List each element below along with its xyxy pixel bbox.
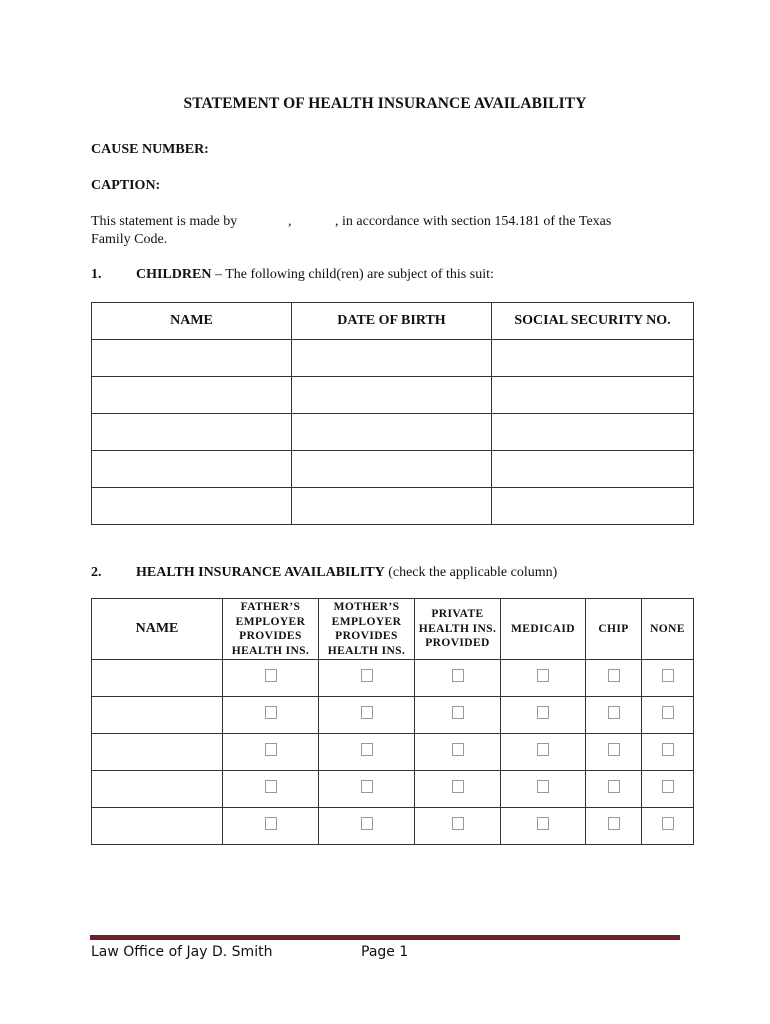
chip-cell [586, 771, 642, 808]
caption-label: CAPTION: [91, 178, 161, 193]
statement-comma: , [288, 214, 292, 229]
child-name-cell[interactable] [92, 340, 292, 377]
insurance-table [91, 598, 694, 845]
none-checkbox[interactable] [662, 706, 674, 719]
private-insurance-cell [415, 771, 501, 808]
mother-employer-checkbox[interactable] [361, 780, 373, 793]
mother-employer-checkbox[interactable] [361, 669, 373, 682]
statement-line-2: Family Code. [91, 232, 168, 247]
section-1-title: CHILDREN [136, 267, 212, 282]
chip-cell [586, 808, 642, 845]
ins-name-cell[interactable] [92, 771, 223, 808]
child-ssn-cell[interactable] [492, 414, 694, 451]
ins-col-chip-header: CHIP [586, 599, 642, 660]
father-employer-cell [223, 660, 319, 697]
col-dob-header: DATE OF BIRTH [292, 303, 492, 340]
none-checkbox[interactable] [662, 817, 674, 830]
private-insurance-cell [415, 660, 501, 697]
section-2-text: (check the applicable column) [384, 565, 558, 580]
mother-employer-checkbox[interactable] [361, 743, 373, 756]
none-checkbox[interactable] [662, 743, 674, 756]
medicaid-cell [501, 697, 586, 734]
chip-cell [586, 697, 642, 734]
statement-suffix: , in accordance with section 154.181 of the Texas [335, 214, 612, 229]
children-table [91, 302, 694, 525]
medicaid-cell [501, 771, 586, 808]
children-table-header [92, 303, 694, 340]
mother-employer-cell [319, 697, 415, 734]
private-insurance-checkbox[interactable] [452, 669, 464, 682]
child-ssn-cell[interactable] [492, 451, 694, 488]
none-checkbox[interactable] [662, 780, 674, 793]
mother-employer-checkbox[interactable] [361, 706, 373, 719]
none-cell [642, 808, 694, 845]
medicaid-cell [501, 734, 586, 771]
insurance-table-row [92, 808, 694, 845]
medicaid-checkbox[interactable] [537, 780, 549, 793]
child-dob-cell[interactable] [292, 451, 492, 488]
chip-checkbox[interactable] [608, 743, 620, 756]
mother-employer-checkbox[interactable] [361, 817, 373, 830]
father-employer-cell [223, 771, 319, 808]
chip-checkbox[interactable] [608, 780, 620, 793]
insurance-table-row [92, 660, 694, 697]
ins-name-cell[interactable] [92, 808, 223, 845]
chip-cell [586, 734, 642, 771]
mother-employer-cell [319, 808, 415, 845]
mother-employer-cell [319, 734, 415, 771]
medicaid-cell [501, 660, 586, 697]
children-table-row [92, 340, 694, 377]
chip-cell [586, 660, 642, 697]
section-1-number: 1. [91, 267, 102, 282]
children-table-row [92, 377, 694, 414]
private-insurance-cell [415, 734, 501, 771]
ins-col-name-header: NAME [92, 599, 223, 660]
father-employer-checkbox[interactable] [265, 669, 277, 682]
child-dob-cell[interactable] [292, 340, 492, 377]
none-cell [642, 771, 694, 808]
child-name-cell[interactable] [92, 377, 292, 414]
medicaid-checkbox[interactable] [537, 743, 549, 756]
child-ssn-cell[interactable] [492, 340, 694, 377]
mother-employer-cell [319, 660, 415, 697]
insurance-table-header [92, 599, 694, 660]
ins-col-private-header: PRIVATE HEALTH INS. PROVIDED [415, 599, 501, 660]
ins-name-cell[interactable] [92, 660, 223, 697]
chip-checkbox[interactable] [608, 817, 620, 830]
insurance-table-row [92, 697, 694, 734]
child-name-cell[interactable] [92, 414, 292, 451]
none-cell [642, 697, 694, 734]
private-insurance-checkbox[interactable] [452, 743, 464, 756]
child-name-cell[interactable] [92, 488, 292, 525]
children-table-row [92, 488, 694, 525]
col-ssn-header: SOCIAL SECURITY NO. [492, 303, 694, 340]
insurance-table-row [92, 734, 694, 771]
section-2-number: 2. [91, 565, 102, 580]
father-employer-checkbox[interactable] [265, 743, 277, 756]
section-1-text: – The following child(ren) are subject of this suit: [211, 267, 494, 282]
child-dob-cell[interactable] [292, 414, 492, 451]
child-ssn-cell[interactable] [492, 488, 694, 525]
ins-col-father-header: FATHER’S EMPLOYER PROVIDES HEALTH INS. [223, 599, 319, 660]
father-employer-checkbox[interactable] [265, 817, 277, 830]
father-employer-cell [223, 697, 319, 734]
ins-col-none-header: NONE [642, 599, 694, 660]
document-title: STATEMENT OF HEALTH INSURANCE AVAILABILITY [183, 95, 587, 112]
medicaid-checkbox[interactable] [537, 669, 549, 682]
father-employer-checkbox[interactable] [265, 706, 277, 719]
father-employer-cell [223, 808, 319, 845]
none-checkbox[interactable] [662, 669, 674, 682]
private-insurance-checkbox[interactable] [452, 817, 464, 830]
footer-page-number: Page 1 [361, 944, 409, 960]
private-insurance-cell [415, 697, 501, 734]
child-name-cell[interactable] [92, 451, 292, 488]
children-table-row [92, 451, 694, 488]
insurance-table-row [92, 771, 694, 808]
ins-col-medicaid-header: MEDICAID [501, 599, 586, 660]
children-table-row [92, 414, 694, 451]
mother-employer-cell [319, 771, 415, 808]
footer-office: Law Office of Jay D. Smith [91, 944, 273, 960]
statement-prefix: This statement is made by [91, 214, 238, 229]
section-2-title: HEALTH INSURANCE AVAILABILITY [136, 565, 385, 580]
section-2-heading [136, 565, 557, 581]
father-employer-checkbox[interactable] [265, 780, 277, 793]
ins-name-cell[interactable] [92, 697, 223, 734]
medicaid-checkbox[interactable] [537, 706, 549, 719]
chip-checkbox[interactable] [608, 706, 620, 719]
ins-col-mother-header: MOTHER’S EMPLOYER PROVIDES HEALTH INS. [319, 599, 415, 660]
private-insurance-checkbox[interactable] [452, 706, 464, 719]
child-dob-cell[interactable] [292, 488, 492, 525]
private-insurance-cell [415, 808, 501, 845]
cause-number-label: CAUSE NUMBER: [91, 142, 209, 157]
chip-checkbox[interactable] [608, 669, 620, 682]
section-1-heading [136, 267, 494, 283]
footer-rule [90, 935, 680, 940]
child-dob-cell[interactable] [292, 377, 492, 414]
child-ssn-cell[interactable] [492, 377, 694, 414]
none-cell [642, 734, 694, 771]
father-employer-cell [223, 734, 319, 771]
col-name-header: NAME [92, 303, 292, 340]
statement-line-1 [91, 214, 237, 230]
none-cell [642, 660, 694, 697]
ins-name-cell[interactable] [92, 734, 223, 771]
medicaid-checkbox[interactable] [537, 817, 549, 830]
private-insurance-checkbox[interactable] [452, 780, 464, 793]
medicaid-cell [501, 808, 586, 845]
